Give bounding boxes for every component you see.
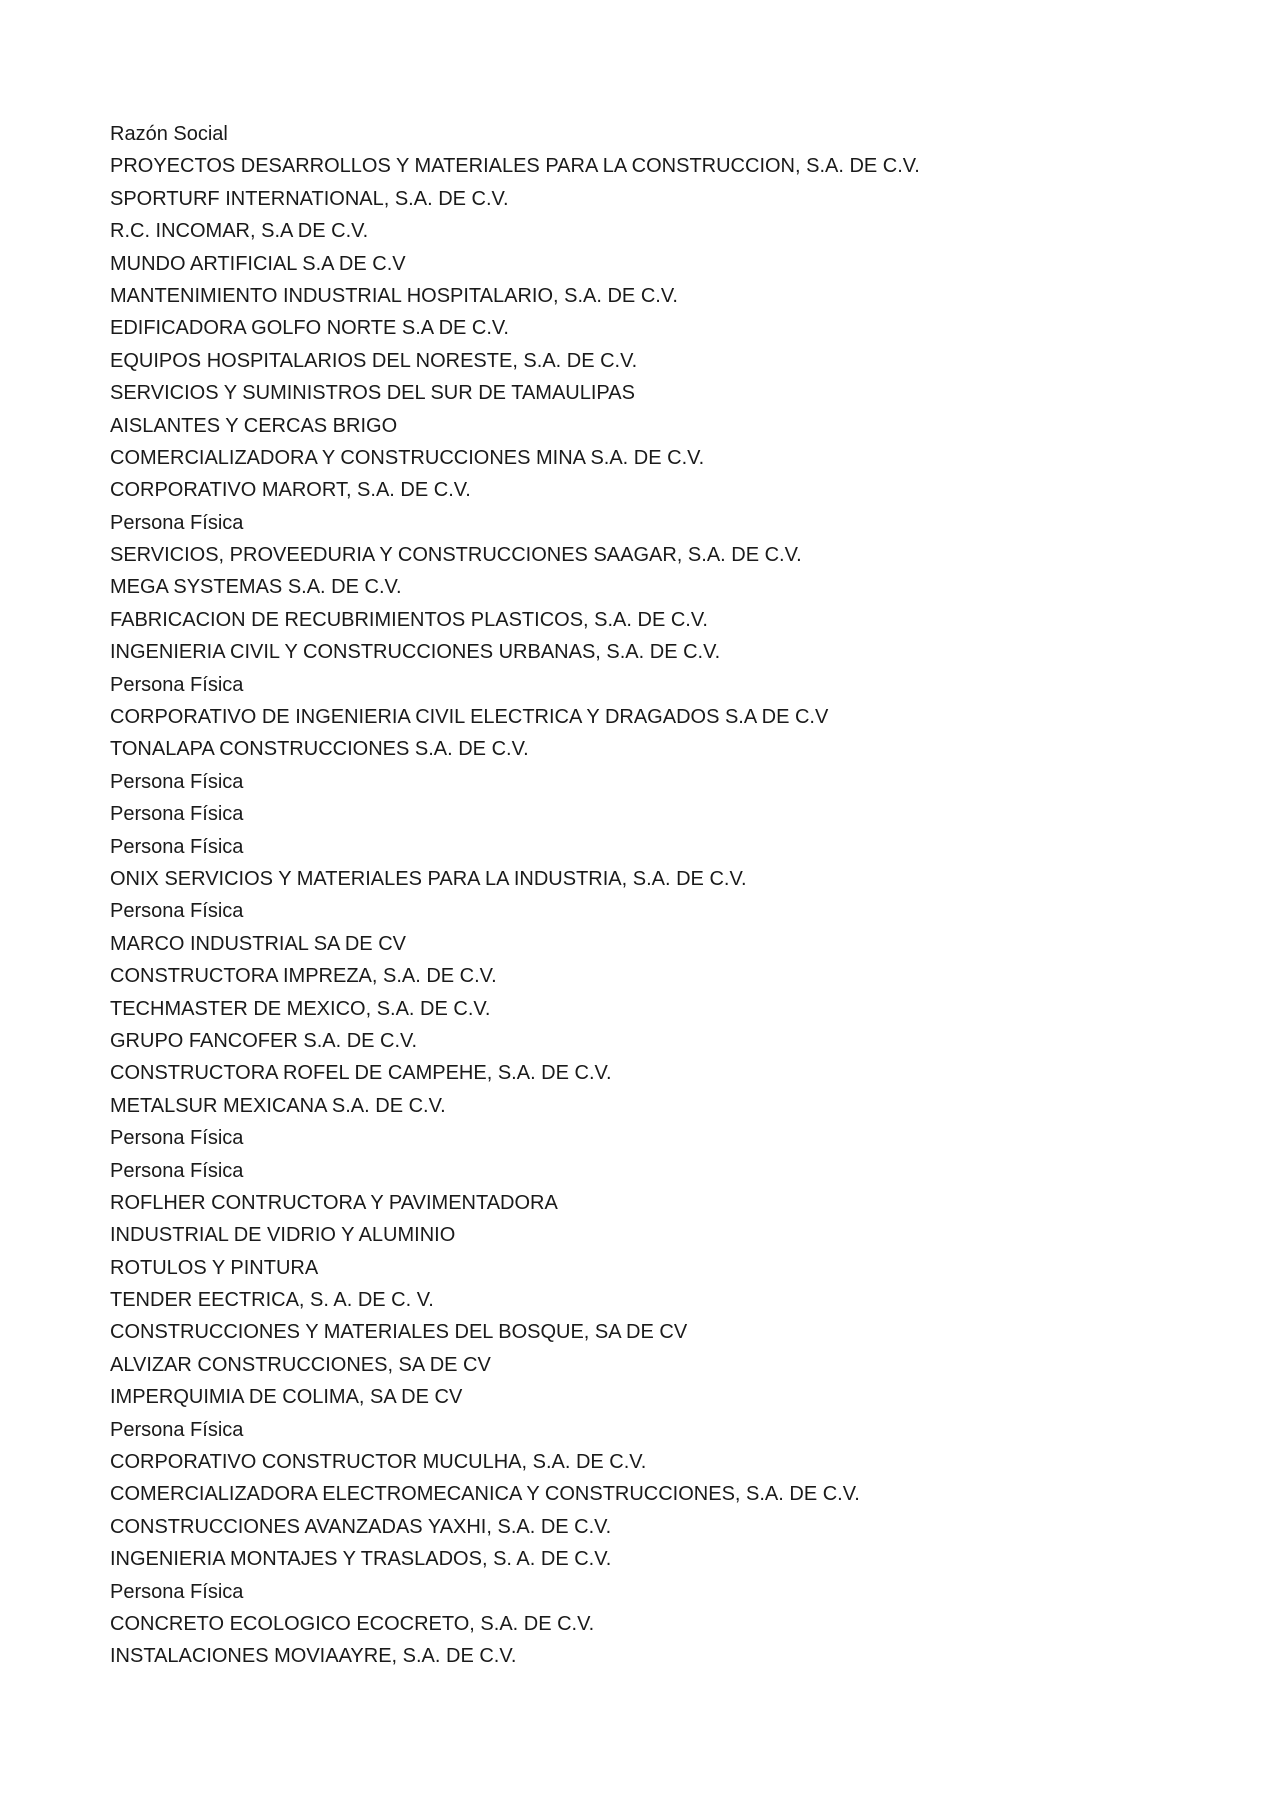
razon-social-column: [110, 118, 1210, 1673]
list-item: Persona Física: [110, 1127, 244, 1150]
column-header: Razón Social: [110, 123, 228, 145]
list-item: METALSUR MEXICANA S.A. DE C.V.: [110, 1094, 446, 1117]
list-item: IMPERQUIMIA DE COLIMA, SA DE CV: [110, 1386, 463, 1409]
list-item: Persona Física: [110, 1580, 244, 1603]
list-item: CORPORATIVO DE INGENIERIA CIVIL ELECTRICA Y DRAGADOS S.A DE C.V: [110, 706, 829, 729]
list-item: PROYECTOS DESARROLLOS Y MATERIALES PARA LA CONSTRUCCION, S.A. DE C.V.: [110, 155, 920, 178]
list-item: MANTENIMIENTO INDUSTRIAL HOSPITALARIO, S.A. DE C.V.: [110, 284, 678, 307]
list-item: Persona Física: [110, 673, 244, 696]
list-item: Persona Física: [110, 835, 244, 858]
list-item: ROTULOS Y PINTURA: [110, 1256, 319, 1279]
list-item: R.C. INCOMAR, S.A DE C.V.: [110, 220, 369, 243]
list-item: TENDER EECTRICA, S. A. DE C. V.: [110, 1289, 434, 1312]
list-item: MUNDO ARTIFICIAL S.A DE C.V: [110, 252, 406, 275]
list-item: ONIX SERVICIOS Y MATERIALES PARA LA INDUSTRIA, S.A. DE C.V.: [110, 867, 747, 890]
list-item: CONSTRUCTORA IMPREZA, S.A. DE C.V.: [110, 965, 497, 988]
list-item: EQUIPOS HOSPITALARIOS DEL NORESTE, S.A. DE C.V.: [110, 349, 638, 372]
list-item: INSTALACIONES MOVIAAYRE, S.A. DE C.V.: [110, 1645, 517, 1668]
list-item: Persona Física: [110, 900, 244, 923]
list-item: MEGA SYSTEMAS S.A. DE C.V.: [110, 576, 402, 599]
list-item: CORPORATIVO CONSTRUCTOR MUCULHA, S.A. DE C.V.: [110, 1451, 647, 1474]
list-item: AISLANTES Y CERCAS BRIGO: [110, 414, 398, 437]
list-item: INGENIERIA MONTAJES Y TRASLADOS, S. A. DE C.V.: [110, 1548, 612, 1571]
list-item: ALVIZAR CONSTRUCCIONES, SA DE CV: [110, 1353, 491, 1376]
list-item: CONSTRUCCIONES Y MATERIALES DEL BOSQUE, SA DE CV: [110, 1321, 688, 1344]
list-item: SERVICIOS Y SUMINISTROS DEL SUR DE TAMAULIPAS: [110, 382, 635, 405]
list-item: CONSTRUCCIONES AVANZADAS YAXHI, S.A. DE C.V.: [110, 1515, 612, 1538]
list-item: EDIFICADORA GOLFO NORTE S.A DE C.V.: [110, 317, 509, 340]
list-item: MARCO INDUSTRIAL SA DE CV: [110, 932, 406, 955]
list-item: COMERCIALIZADORA Y CONSTRUCCIONES MINA S.A. DE C.V.: [110, 446, 705, 469]
list-item: Persona Física: [110, 511, 244, 534]
list-item: TECHMASTER DE MEXICO, S.A. DE C.V.: [110, 997, 491, 1020]
list-item: Persona Física: [110, 803, 244, 826]
list-item: INGENIERIA CIVIL Y CONSTRUCCIONES URBANAS, S.A. DE C.V.: [110, 641, 721, 664]
list-item: COMERCIALIZADORA ELECTROMECANICA Y CONSTRUCCIONES, S.A. DE C.V.: [110, 1483, 860, 1506]
list-item: Persona Física: [110, 770, 244, 793]
list-item: Persona Física: [110, 1159, 244, 1182]
list-item: INDUSTRIAL DE VIDRIO Y ALUMINIO: [110, 1224, 456, 1247]
list-item: CONSTRUCTORA ROFEL DE CAMPEHE, S.A. DE C.V.: [110, 1062, 612, 1085]
list-item: CONCRETO ECOLOGICO ECOCRETO, S.A. DE C.V.: [110, 1612, 595, 1635]
list-item: Persona Física: [110, 1418, 244, 1441]
list-item: TONALAPA CONSTRUCCIONES S.A. DE C.V.: [110, 738, 529, 761]
list-item: CORPORATIVO MARORT, S.A. DE C.V.: [110, 479, 471, 502]
list-item: SERVICIOS, PROVEEDURIA Y CONSTRUCCIONES SAAGAR, S.A. DE C.V.: [110, 544, 802, 567]
list-item: FABRICACION DE RECUBRIMIENTOS PLASTICOS, S.A. DE C.V.: [110, 608, 708, 631]
razon-social-list: [110, 150, 1210, 1672]
list-item: GRUPO FANCOFER S.A. DE C.V.: [110, 1029, 418, 1052]
list-item: SPORTURF INTERNATIONAL, S.A. DE C.V.: [110, 187, 509, 210]
list-item: ROFLHER CONTRUCTORA Y PAVIMENTADORA: [110, 1191, 558, 1214]
